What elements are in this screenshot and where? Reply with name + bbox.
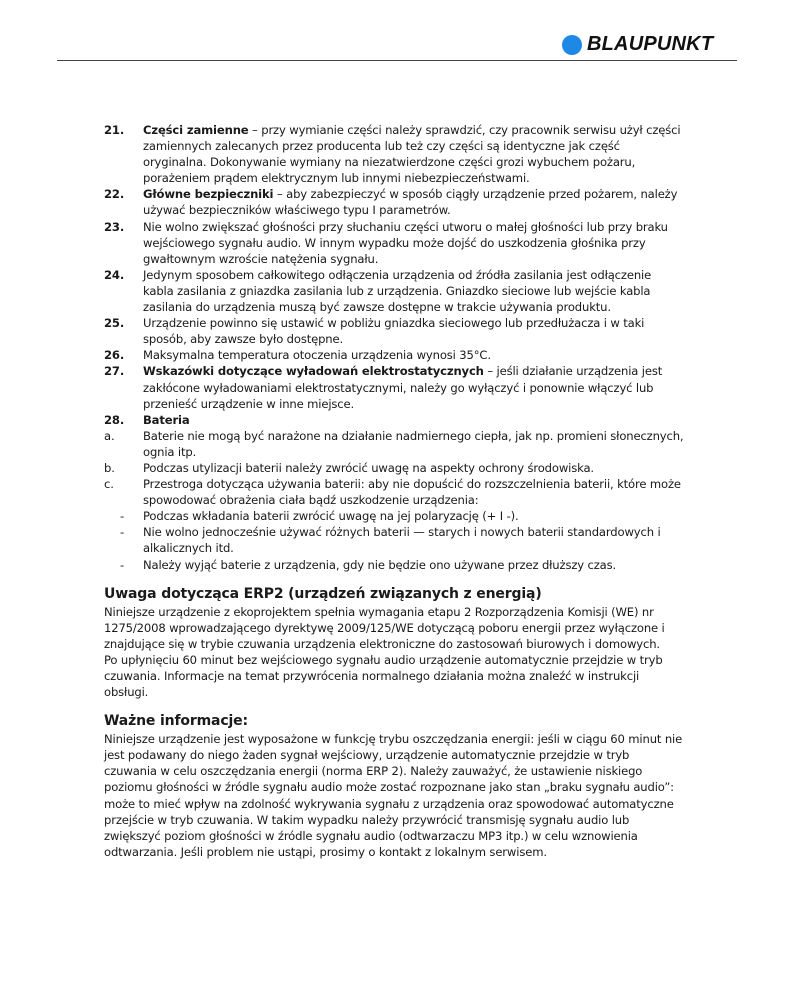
erp-paragraph-2: Po upłynięciu 60 minut bez wejściowego sygnału audio urządzenie automatycznie przejdzie w tryb czuwania. Informacje na temat przywrócenia normalnego działania można znaleźć w instrukcji obsługi. bbox=[104, 652, 663, 700]
logo-dot-icon bbox=[562, 35, 582, 55]
item-text: Jedynym sposobem całkowitego odłączenia urządzenia od źródła zasilania jest odłączenie kabla zasilania z gniazdka zasilania lub z urządzenia. Gniazdko sieciowe lub wejście kabla zasilania do urządzenia muszą być zawsze dostępne w trakcie używania produktu. bbox=[143, 267, 652, 315]
item-text: Urządzenie powinno się ustawić w pobliżu gniazdka sieciowego lub przedłużacza i w taki sposób, aby zawsze było dostępne. bbox=[143, 316, 645, 347]
item-number: 23. bbox=[104, 219, 125, 234]
item-24 bbox=[104, 267, 684, 315]
battery-c bbox=[104, 476, 684, 508]
battery-a bbox=[104, 428, 684, 460]
item-number: 24. bbox=[104, 267, 125, 282]
item-28 bbox=[104, 412, 684, 428]
item-text: – aby zabezpieczyć w sposób ciągły urządzenie przed pożarem, należy używać bezpieczników właściwego typu I parametrów. bbox=[143, 187, 678, 218]
battery-b bbox=[104, 460, 684, 476]
battery-sub-2 bbox=[104, 524, 684, 556]
dash-bullet: - bbox=[120, 509, 125, 524]
item-number: 26. bbox=[104, 348, 125, 363]
brand-name: BLAUPUNKT bbox=[587, 33, 714, 55]
info-paragraph: Niniejsze urządzenie jest wyposażone w funkcję trybu oszczędzania energii: jeśli w ciągu 60 minut nie jest podawany do niego żaden sygnał wejściowy, urządzenie automatycznie przejdzie w tryb czuwania w celu oszczędzania energii (norma ERP 2). Należy zauważyć, że ustawienie niskiego poziomu głośności w źródle sygnału audio może zostać rozpoznane jako stan „braku sygnału audio”: może to mieć wpływ na zdolność wykrywania sygnału z urządzenia oraz spowodować automatyczne przejście w tryb czuwania. W takim wypadku należy przywrócić transmisję sygnału audio lub zwiększyć poziom głośności w źródle sygnału audio (odtwarzaczu MP3 itp.) w celu wznowienia odtwarzania. Jeśli problem nie ustąpi, prosimy o kontakt z lokalnym serwisem. bbox=[104, 732, 683, 859]
item-text: Podczas utylizacji baterii należy zwrócić uwagę na aspekty ochrony środowiska. bbox=[143, 460, 594, 475]
dash-bullet: - bbox=[120, 525, 125, 540]
item-text: Przestroga dotycząca używania baterii: aby nie dopuścić do rozszczelnienia baterii, które może spowodować obrażenia ciała bądź uszkodzenie urządzenia: bbox=[143, 477, 681, 508]
item-letter: a. bbox=[104, 428, 115, 443]
item-text: – przy wymianie części należy sprawdzić, czy pracownik serwisu użył części zamiennych zalecanych przez producenta lub też czy części są identyczne jak część oryginalna. Dokonywanie wymiany na niezatwierdzone części grozi wybuchem pożaru, porażeniem prądem elektrycznym lub innymi niebezpieczeństwami. bbox=[143, 123, 681, 186]
sub-text: Należy wyjąć baterie z urządzenia, gdy nie będzie ono używane przez dłuższy czas. bbox=[143, 557, 617, 572]
item-text: Baterie nie mogą być narażone na działanie nadmiernego ciepła, jak np. promieni słonecznych, ognia itp. bbox=[143, 428, 684, 459]
item-letter: b. bbox=[104, 460, 115, 475]
item-number: 21. bbox=[104, 123, 125, 137]
item-letter: c. bbox=[104, 477, 114, 492]
item-text: Nie wolno zwiększać głośności przy słuchaniu części utworu o małej głośności lub przy braku wejściowego sygnału audio. W innym wypadku może dojść do uszkodzenia głośnika przy gwałtownym wzroście natężenia sygnału. bbox=[143, 219, 668, 266]
item-number: 25. bbox=[104, 316, 125, 331]
brand-logo bbox=[562, 33, 713, 56]
item-title: Części zamienne bbox=[143, 123, 249, 137]
item-title: Wskazówki dotyczące wyładowań elektrostatycznych bbox=[143, 364, 484, 379]
battery-sub-3 bbox=[104, 557, 684, 573]
item-title: Główne bezpieczniki bbox=[143, 187, 274, 202]
battery-sub-1 bbox=[104, 508, 684, 524]
sub-text: Podczas wkładania baterii zwrócić uwagę na jej polaryzację (+ I -). bbox=[143, 509, 519, 524]
item-21 bbox=[104, 122, 684, 186]
erp-heading: Uwaga dotycząca ERP2 (urządzeń związanych z energią) bbox=[104, 585, 542, 602]
sub-text: Nie wolno jednocześnie używać różnych baterii — starych i nowych baterii standardowych i alkalicznych itd. bbox=[143, 525, 661, 556]
item-title: Bateria bbox=[143, 412, 190, 427]
item-number: 28. bbox=[104, 412, 125, 427]
document-body bbox=[104, 122, 684, 860]
item-27 bbox=[104, 363, 684, 411]
item-23 bbox=[104, 219, 684, 267]
item-number: 22. bbox=[104, 187, 125, 202]
item-22 bbox=[104, 186, 684, 218]
item-text: – jeśli działanie urządzenia jest zakłócone wyładowaniami elektrostatycznymi, należy go wyłączyć i ponownie włączyć lub przenieść urządzenie w inne miejsce. bbox=[143, 364, 663, 411]
info-heading: Ważne informacje: bbox=[104, 713, 248, 730]
item-26 bbox=[104, 347, 684, 363]
item-25 bbox=[104, 315, 684, 347]
header-divider bbox=[57, 60, 737, 61]
dash-bullet: - bbox=[120, 557, 125, 572]
erp-paragraph-1: Niniejsze urządzenie z ekoprojektem spełnia wymagania etapu 2 Rozporządzenia Komisji (WE) nr 1275/2008 wprowadzającego dyrektywę 2009/125/WE dotyczącą poboru energii przez wyłączone i znajdujące się w trybie czuwania urządzenia elektroniczne do zastosowań biurowych i domowych. bbox=[104, 604, 665, 651]
item-number: 27. bbox=[104, 364, 125, 379]
item-text: Maksymalna temperatura otoczenia urządzenia wynosi 35°C. bbox=[143, 348, 491, 363]
